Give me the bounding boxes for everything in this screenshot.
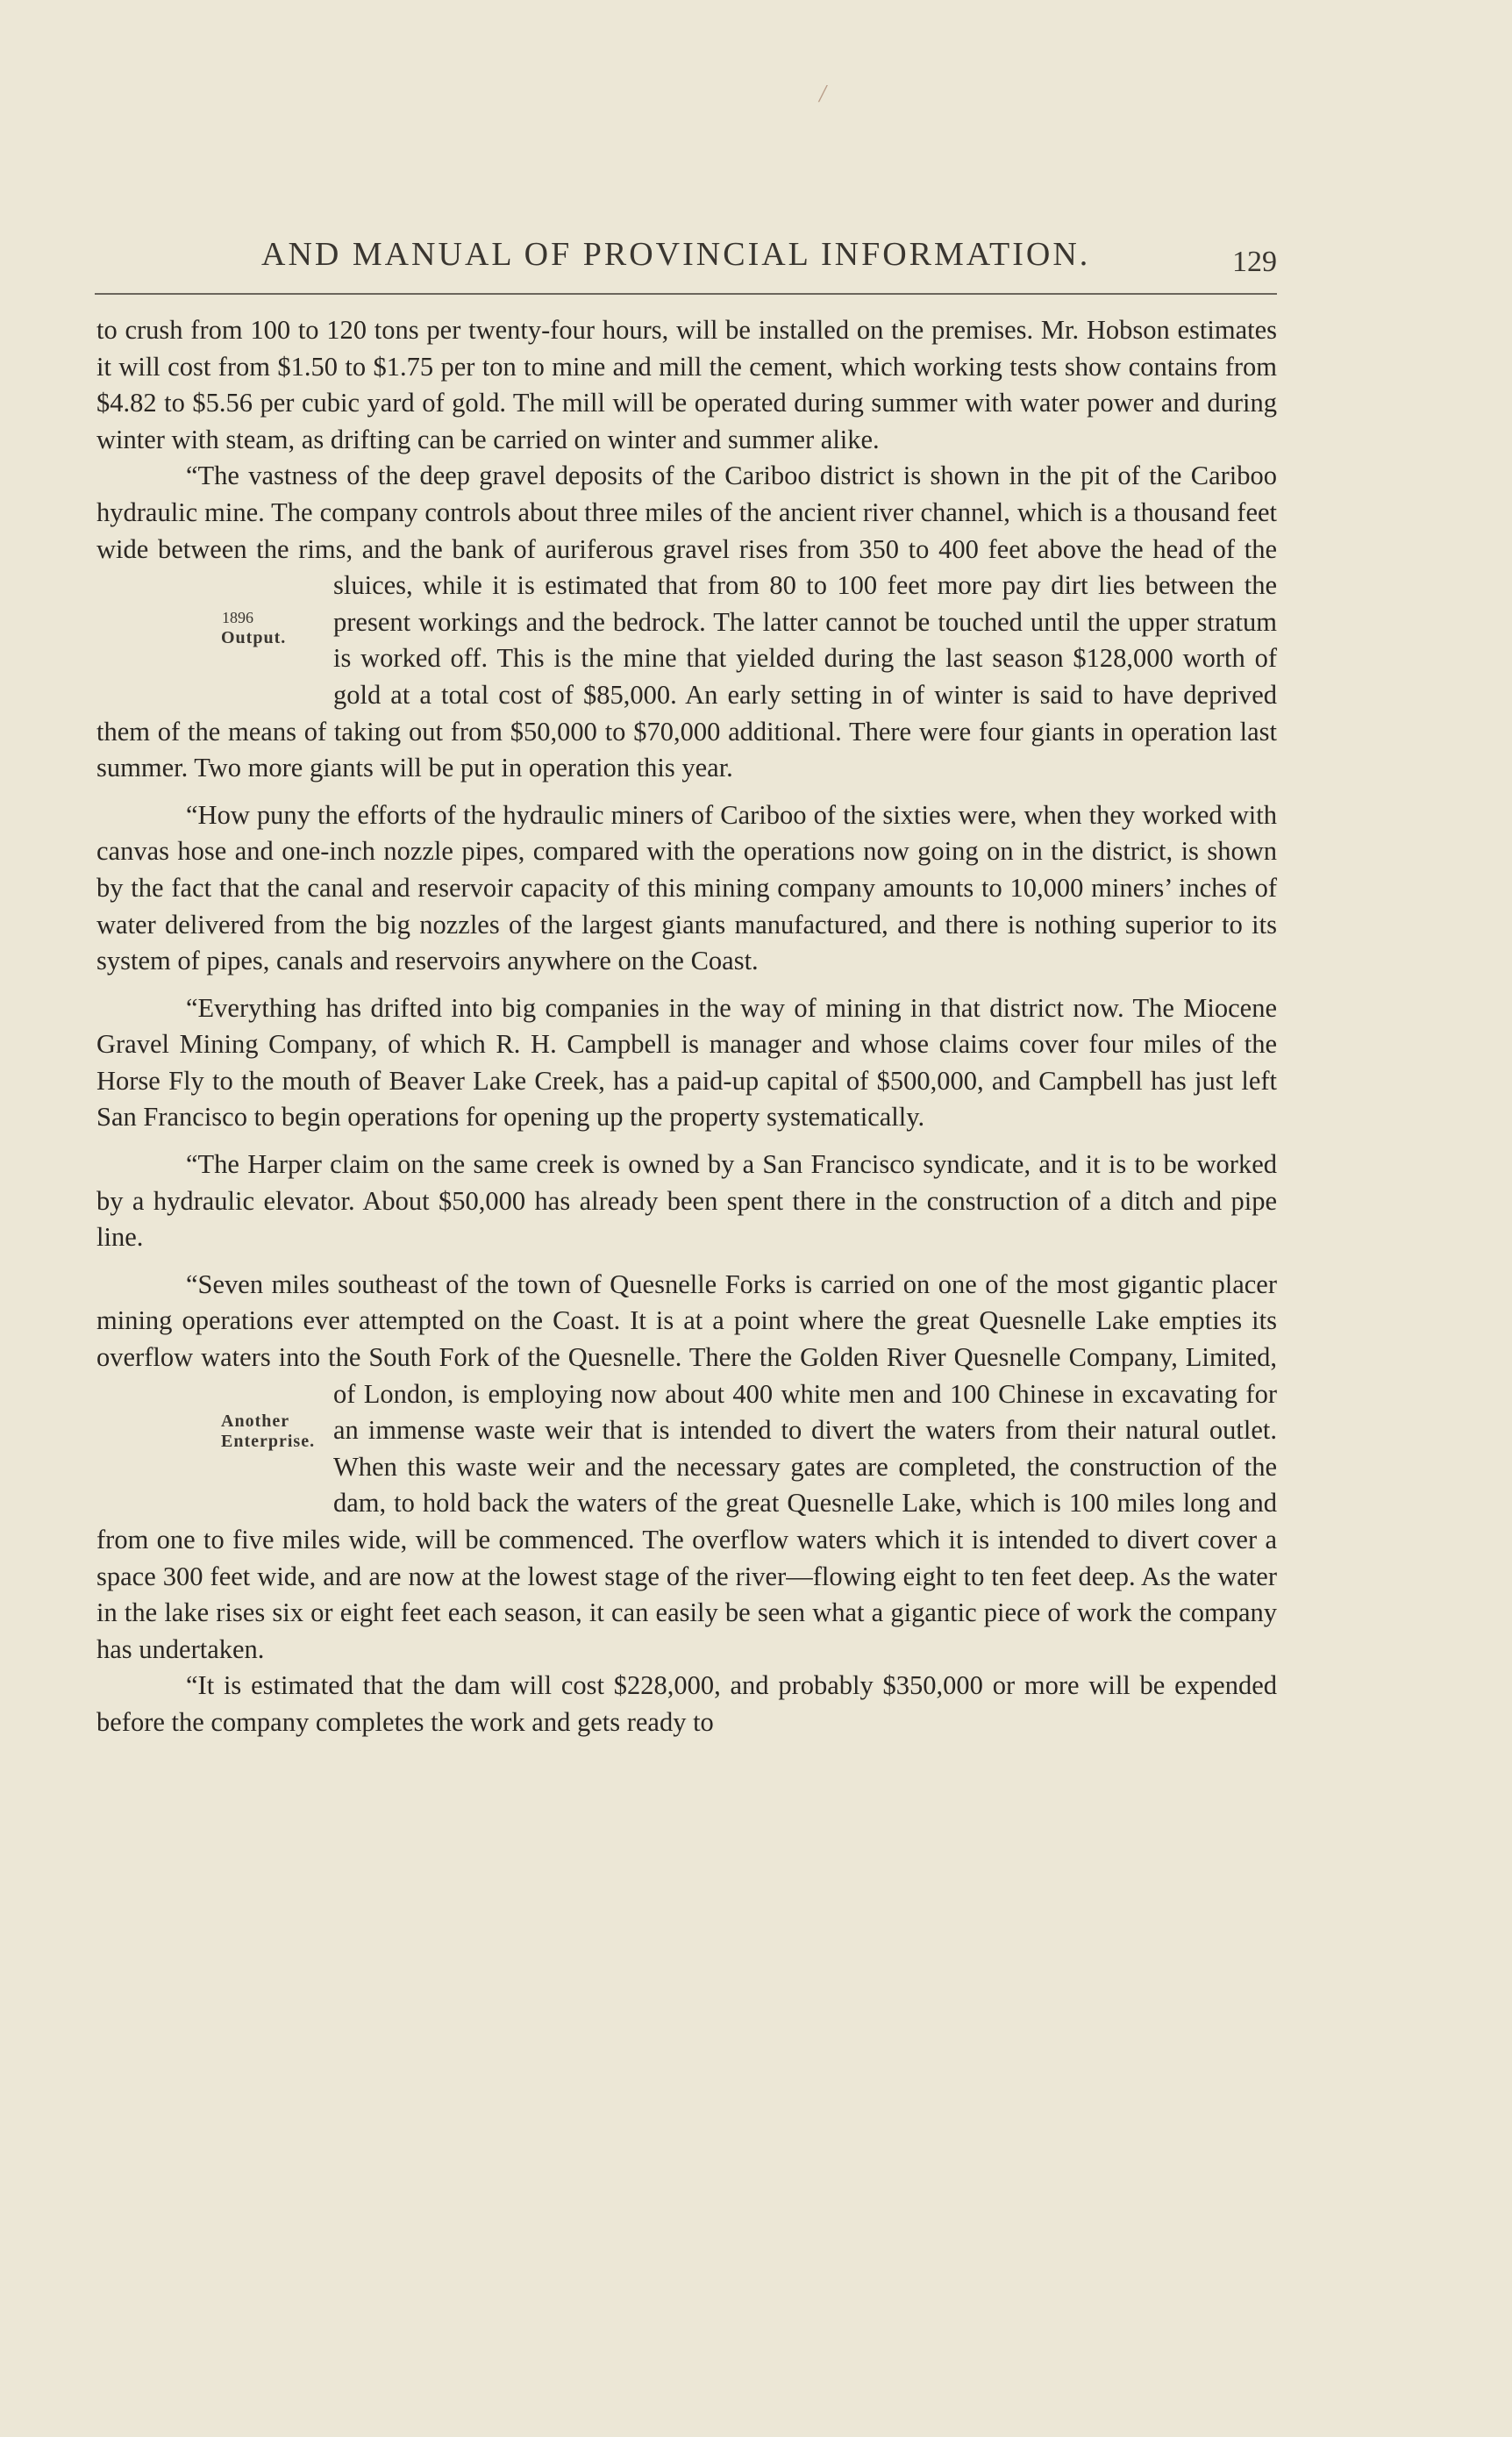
- body-text: [96, 312, 1277, 1741]
- page-number: 129: [1232, 246, 1277, 278]
- margin-note-enterprise-line-2: Enterprise.: [221, 1431, 316, 1451]
- paragraph-gravel-deposits-part-1: “The vastness of the deep gravel deposits of the Cariboo district is shown in the pit of the Cariboo hydraulic mine. The company controls about three miles of the ancient river channel, which is a thousand feet wide between the rims, and the bank of auriferous gravel rises from 350 to 400 feet above the head of the: [96, 461, 1277, 564]
- paragraph-gravel-deposits-part-2: sluices, while it is estimated that from 80 to 100 feet more pay dirt lies between the present workings and the bedrock. The latter cannot be touched until the upper stratum is worked off. This is the mine that yielded during the last season $128,000 worth of gold at a total cost of $85,000. An early setting in of winter is said to have deprived them of the means of taking out from $50,000 to $70,000 additional. There were four giants in operation last summer. Two more giants will be put in operation this year.: [96, 570, 1277, 783]
- paragraph-big-companies: “Everything has drifted into big companies in the way of mining in that district now. The Miocene Gravel Mining Company, of which R. H. Campbell is manager and whose claims cover four miles of the Horse Fly to the mouth of Beaver Lake Creek, has a paid-up capital of $500,000, and Campbell has just left San Francisco to begin operations for opening up the property systematically.: [96, 992, 1277, 1133]
- margin-note-enterprise: [96, 1376, 333, 1522]
- paragraph-quesnelle-part-1: “Seven miles southeast of the town of Quesnelle Forks is carried on one of the most gigantic placer mining operations ever attempted on the Coast. It is at a point where the great Quesnelle Lake empties its overflow waters into the South Fork of the Quesnelle. There the Golden River Quesnelle Company, Limited, of London, is employing now about 400 white men and 100 Chinese in: [96, 1269, 1277, 1409]
- margin-note-enterprise-line-1: Another: [221, 1411, 290, 1431]
- paragraph-quesnelle-operations: [96, 1267, 1277, 1669]
- margin-note-output-year: 1896: [222, 609, 253, 627]
- header-rule: [95, 293, 1277, 295]
- paragraph-hydraulic-miners: “How puny the efforts of the hydraulic miners of Cariboo of the sixties were, when they worked with canvas hose and one-inch nozzle pipes, compared with the operations now going on in the district, is shown by the fact that the canal and reservoir capacity of this mining company amounts to 10,000 miners’ inches of water delivered from the big nozzles of the largest giants manufactured, and there is nothing superior to its system of pipes, canals and reservoirs anywhere on the Coast.: [96, 799, 1277, 976]
- margin-note-output-block: [132, 608, 287, 648]
- margin-note-output-label: Output.: [221, 628, 287, 648]
- stray-ink-mark: /: [819, 81, 826, 108]
- margin-note-enterprise-block: [132, 1411, 316, 1452]
- paragraph-harper-claim: “The Harper claim on the same creek is owned by a San Francisco syndicate, and it is to be worked by a hydraulic elevator. About $50,000 has already been spent there in the construction of a ditch and pipe line.: [96, 1149, 1277, 1253]
- margin-note-output: [96, 568, 333, 713]
- paragraph-gravel-deposits: [96, 458, 1277, 786]
- paragraph-continuation-mill: to crush from 100 to 120 tons per twenty-four hours, will be installed on the premises. Mr. Hobson estimates it will cost from $1.50 to $1.75 per ton to mine and mill the cement, which working tests show contains from $4.82 to $5.56 per cubic yard of gold. The mill will be operated during summer with water power and during winter with steam, as drifting can be carried on winter and summer alike.: [96, 315, 1277, 454]
- running-head-title: AND MANUAL OF PROVINCIAL INFORMATION.: [261, 236, 1091, 273]
- paragraph-dam-cost: “It is estimated that the dam will cost $228,000, and probably $350,000 or more will be expended before the company completes the work and gets ready to: [96, 1670, 1277, 1737]
- running-head: [95, 235, 1277, 282]
- paragraph-quesnelle-part-2: excavating for an immense waste weir that is intended to divert the waters from their natural outlet. When this waste weir and the necessary gates are completed, the construction of the dam, to hold back the waters of the great Quesnelle Lake, which is 100 miles long and from one to five miles wide, will be commenced. The overflow waters which it is intended to divert cover a space 300 feet wide, and are now at the lowest stage of the river—flowing eight to ten feet deep. As the water in the lake rises six or eight feet each season, it can easily be seen what a gigantic piece of work the company has undertaken.: [96, 1378, 1277, 1664]
